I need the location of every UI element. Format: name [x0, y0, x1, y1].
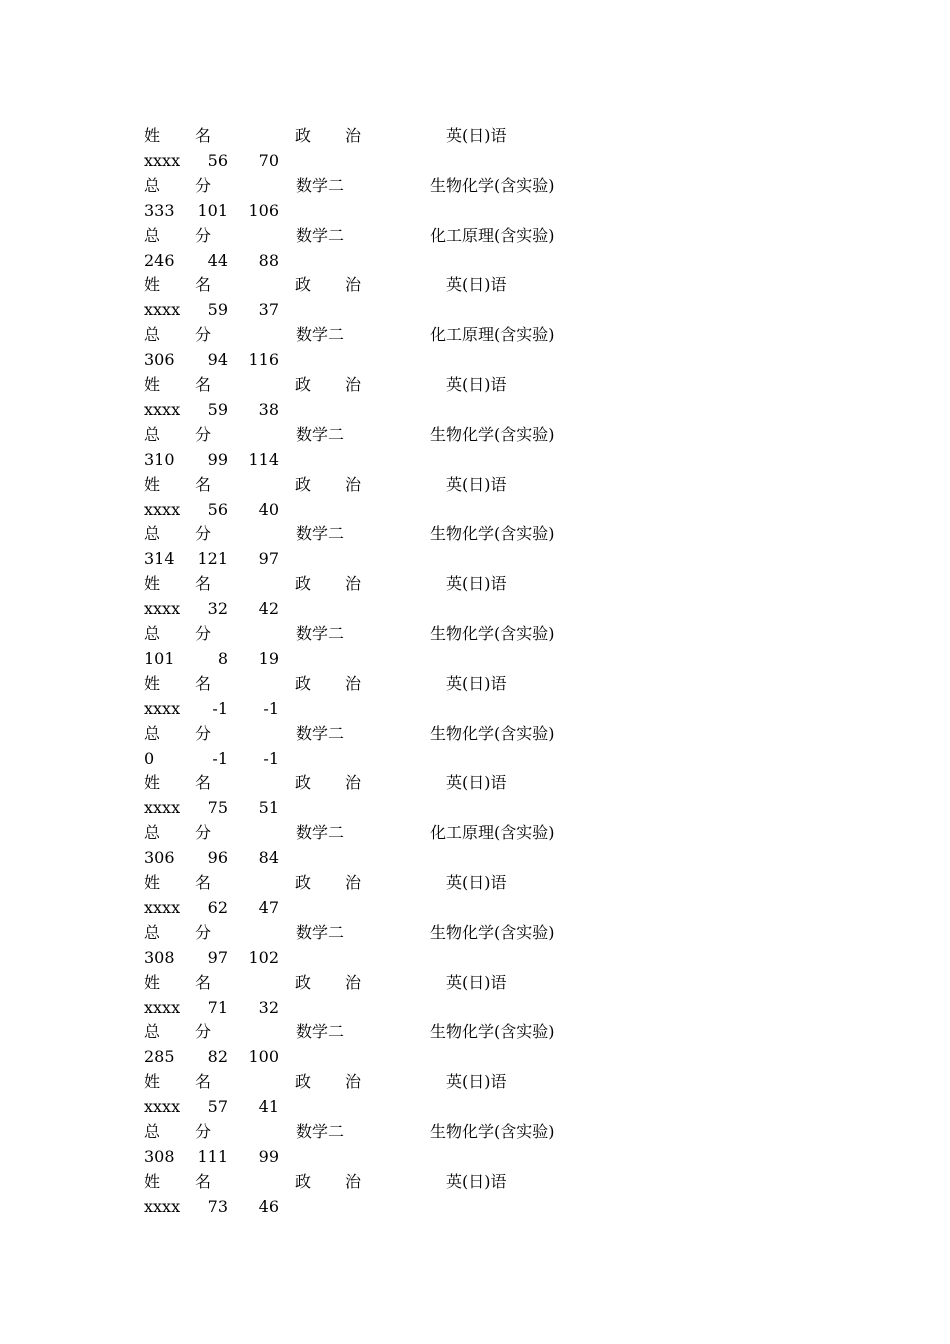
- line-cell: 46: [258, 1196, 279, 1216]
- line-cell: 总: [144, 922, 161, 942]
- line-cell: 44: [207, 250, 228, 270]
- line-cell: -1: [263, 748, 279, 768]
- line-cell: 化工原理(含实验): [430, 225, 555, 245]
- line-cell: 84: [258, 848, 279, 868]
- line-cell: 名: [195, 574, 212, 594]
- line-cell: 分: [195, 922, 212, 942]
- line-cell: 数学二: [296, 1022, 345, 1042]
- line-cell: 姓: [144, 375, 161, 394]
- line-cell: 116: [248, 350, 279, 370]
- line-cell: 99: [258, 1146, 279, 1166]
- line-cell: 名: [195, 275, 212, 295]
- line-cell: 治: [345, 673, 362, 693]
- line-cell: xxxx: [144, 897, 181, 917]
- name-header-line: [0, 372, 950, 397]
- line-cell: 101: [144, 648, 175, 668]
- line-cell: 56: [207, 150, 228, 170]
- line-cell: 总: [144, 723, 161, 743]
- total-header-line: [0, 820, 950, 845]
- total-header-line: [0, 173, 950, 198]
- line-cell: 总: [144, 225, 161, 245]
- total-header-line: [0, 422, 950, 447]
- line-cell: xxxx: [144, 399, 181, 419]
- name-header-line: [0, 870, 950, 895]
- score-values-line: [0, 1094, 950, 1119]
- line-cell: 数学二: [296, 175, 345, 195]
- line-cell: 70: [258, 150, 279, 170]
- score-values-line: [0, 795, 950, 820]
- line-cell: 38: [258, 399, 279, 419]
- line-cell: 治: [345, 574, 362, 594]
- line-cell: xxxx: [144, 798, 181, 818]
- line-cell: 59: [207, 399, 228, 419]
- line-cell: 治: [345, 474, 362, 494]
- line-cell: 71: [207, 997, 228, 1017]
- total-header-line: [0, 920, 950, 945]
- score-values-line: [0, 895, 950, 920]
- score-values-line: [0, 397, 950, 422]
- line-cell: 数学二: [296, 524, 345, 544]
- line-cell: 治: [345, 773, 362, 793]
- name-header-line: [0, 970, 950, 995]
- score-values-line: [0, 148, 950, 173]
- line-cell: 96: [207, 848, 228, 868]
- line-cell: 姓: [144, 773, 161, 793]
- line-cell: 32: [207, 599, 228, 619]
- total-header-line: [0, 223, 950, 248]
- line-cell: 治: [345, 126, 362, 145]
- line-cell: xxxx: [144, 300, 181, 320]
- line-cell: 57: [207, 1097, 228, 1117]
- line-cell: 62: [207, 897, 228, 917]
- line-cell: 总: [144, 424, 161, 444]
- score-values-line: [0, 1194, 950, 1219]
- line-cell: -1: [212, 698, 228, 718]
- line-cell: 308: [144, 947, 175, 967]
- name-header-line: [0, 472, 950, 497]
- line-cell: 94: [207, 350, 228, 370]
- score-values-line: [0, 198, 950, 223]
- name-header-line: [0, 671, 950, 696]
- line-cell: 333: [144, 200, 175, 220]
- line-cell: 310: [144, 449, 175, 469]
- score-values-line: [0, 696, 950, 721]
- line-cell: 41: [258, 1097, 279, 1117]
- line-cell: xxxx: [144, 1196, 181, 1216]
- line-cell: 姓: [144, 275, 161, 295]
- line-cell: 分: [195, 624, 212, 643]
- line-cell: 英(日)语: [446, 1072, 507, 1092]
- line-cell: 治: [345, 375, 362, 394]
- line-cell: 8: [217, 648, 228, 668]
- line-cell: 生物化学(含实验): [430, 1022, 555, 1042]
- line-cell: 治: [345, 275, 362, 295]
- line-cell: 政: [295, 972, 312, 992]
- score-values-line: [0, 646, 950, 671]
- score-values-line: [0, 845, 950, 870]
- score-values-line: [0, 248, 950, 273]
- line-cell: 生物化学(含实验): [430, 1122, 555, 1141]
- score-values-line: [0, 497, 950, 522]
- line-cell: 32: [258, 997, 279, 1017]
- line-cell: 名: [195, 1171, 212, 1191]
- line-cell: 名: [195, 474, 212, 494]
- score-values-line: [0, 945, 950, 970]
- line-cell: 治: [345, 1072, 362, 1092]
- line-cell: 英(日)语: [446, 574, 507, 594]
- line-cell: 名: [195, 773, 212, 793]
- line-cell: xxxx: [144, 599, 181, 619]
- score-values-line: [0, 995, 950, 1020]
- line-cell: 306: [144, 848, 175, 868]
- line-cell: 英(日)语: [446, 873, 507, 892]
- line-cell: 111: [197, 1146, 228, 1166]
- line-cell: 治: [345, 972, 362, 992]
- total-header-line: [0, 1119, 950, 1144]
- line-cell: xxxx: [144, 997, 181, 1017]
- line-cell: 政: [295, 574, 312, 594]
- line-cell: 73: [207, 1196, 228, 1216]
- line-cell: 数学二: [296, 225, 345, 245]
- line-cell: xxxx: [144, 698, 181, 718]
- line-cell: 英(日)语: [446, 474, 507, 494]
- total-header-line: [0, 521, 950, 546]
- line-cell: 名: [195, 873, 212, 892]
- score-values-line: [0, 596, 950, 621]
- total-header-line: [0, 322, 950, 347]
- line-cell: 生物化学(含实验): [430, 524, 555, 544]
- line-cell: 19: [258, 648, 279, 668]
- line-cell: 分: [195, 723, 212, 743]
- line-cell: 314: [144, 549, 175, 569]
- name-header-line: [0, 1169, 950, 1194]
- line-cell: 数学二: [296, 325, 345, 345]
- score-values-line: [0, 347, 950, 372]
- line-cell: 英(日)语: [446, 275, 507, 295]
- line-cell: 106: [248, 200, 279, 220]
- line-cell: 59: [207, 300, 228, 320]
- total-header-line: [0, 621, 950, 646]
- line-cell: 数学二: [296, 1122, 345, 1141]
- line-cell: 姓: [144, 972, 161, 992]
- line-cell: 政: [295, 126, 312, 145]
- line-cell: 治: [345, 873, 362, 892]
- line-cell: 总: [144, 175, 161, 195]
- line-cell: 0: [144, 748, 155, 768]
- name-header-line: [0, 123, 950, 148]
- line-cell: 88: [258, 250, 279, 270]
- score-values-line: [0, 1044, 950, 1069]
- line-cell: 数学二: [296, 424, 345, 444]
- score-values-line: [0, 546, 950, 571]
- line-cell: 生物化学(含实验): [430, 624, 555, 643]
- line-cell: 分: [195, 424, 212, 444]
- line-cell: 生物化学(含实验): [430, 424, 555, 444]
- line-cell: 分: [195, 1022, 212, 1042]
- line-cell: 英(日)语: [446, 972, 507, 992]
- total-header-line: [0, 1019, 950, 1044]
- line-cell: 姓: [144, 574, 161, 594]
- line-cell: 总: [144, 1122, 161, 1141]
- line-cell: 名: [195, 375, 212, 394]
- line-cell: 47: [258, 897, 279, 917]
- line-cell: 56: [207, 499, 228, 519]
- line-cell: 总: [144, 325, 161, 345]
- line-cell: 名: [195, 673, 212, 693]
- name-header-line: [0, 272, 950, 297]
- line-cell: 分: [195, 225, 212, 245]
- score-values-line: [0, 1144, 950, 1169]
- score-values-line: [0, 447, 950, 472]
- line-cell: 数学二: [296, 823, 345, 843]
- line-cell: 化工原理(含实验): [430, 823, 555, 843]
- line-cell: 40: [258, 499, 279, 519]
- line-cell: 数学二: [296, 624, 345, 643]
- line-cell: 数学二: [296, 922, 345, 942]
- line-cell: 75: [207, 798, 228, 818]
- line-cell: 306: [144, 350, 175, 370]
- line-cell: 分: [195, 175, 212, 195]
- line-cell: 生物化学(含实验): [430, 175, 555, 195]
- score-values-line: [0, 746, 950, 771]
- line-cell: 政: [295, 873, 312, 892]
- line-cell: 总: [144, 823, 161, 843]
- line-cell: 姓: [144, 126, 161, 145]
- line-cell: 生物化学(含实验): [430, 922, 555, 942]
- name-header-line: [0, 571, 950, 596]
- line-cell: 数学二: [296, 723, 345, 743]
- line-cell: 政: [295, 375, 312, 394]
- line-cell: 97: [207, 947, 228, 967]
- line-cell: xxxx: [144, 150, 181, 170]
- line-cell: 英(日)语: [446, 1171, 507, 1191]
- line-cell: 政: [295, 1072, 312, 1092]
- line-cell: xxxx: [144, 499, 181, 519]
- line-cell: 285: [144, 1047, 175, 1067]
- line-cell: 99: [207, 449, 228, 469]
- line-cell: -1: [263, 698, 279, 718]
- line-cell: 姓: [144, 673, 161, 693]
- score-values-line: [0, 297, 950, 322]
- line-cell: 政: [295, 275, 312, 295]
- line-cell: 总: [144, 524, 161, 544]
- line-cell: 化工原理(含实验): [430, 325, 555, 345]
- line-cell: 308: [144, 1146, 175, 1166]
- line-cell: 名: [195, 1072, 212, 1092]
- line-cell: 姓: [144, 474, 161, 494]
- line-cell: 100: [248, 1047, 279, 1067]
- line-cell: 37: [258, 300, 279, 320]
- line-cell: 英(日)语: [446, 126, 507, 145]
- line-cell: 42: [258, 599, 279, 619]
- line-cell: 102: [248, 947, 279, 967]
- line-cell: 名: [195, 126, 212, 145]
- line-cell: 政: [295, 673, 312, 693]
- line-cell: 英(日)语: [446, 773, 507, 793]
- line-cell: 名: [195, 972, 212, 992]
- line-cell: 分: [195, 823, 212, 843]
- line-cell: 姓: [144, 1072, 161, 1092]
- line-cell: 分: [195, 325, 212, 345]
- line-cell: 51: [258, 798, 279, 818]
- name-header-line: [0, 770, 950, 795]
- line-cell: 总: [144, 1022, 161, 1042]
- line-cell: 总: [144, 624, 161, 643]
- line-cell: 97: [258, 549, 279, 569]
- line-cell: 82: [207, 1047, 228, 1067]
- line-cell: xxxx: [144, 1097, 181, 1117]
- line-cell: 英(日)语: [446, 673, 507, 693]
- line-cell: 政: [295, 474, 312, 494]
- line-cell: 姓: [144, 1171, 161, 1191]
- line-cell: 101: [197, 200, 228, 220]
- line-cell: 分: [195, 524, 212, 544]
- line-cell: 分: [195, 1122, 212, 1141]
- line-cell: 114: [248, 449, 279, 469]
- line-cell: 政: [295, 773, 312, 793]
- line-cell: 治: [345, 1171, 362, 1191]
- line-cell: 姓: [144, 873, 161, 892]
- line-cell: 英(日)语: [446, 375, 507, 394]
- name-header-line: [0, 1069, 950, 1094]
- line-cell: 政: [295, 1171, 312, 1191]
- line-cell: 121: [197, 549, 228, 569]
- line-cell: -1: [212, 748, 228, 768]
- line-cell: 生物化学(含实验): [430, 723, 555, 743]
- line-cell: 246: [144, 250, 175, 270]
- total-header-line: [0, 721, 950, 746]
